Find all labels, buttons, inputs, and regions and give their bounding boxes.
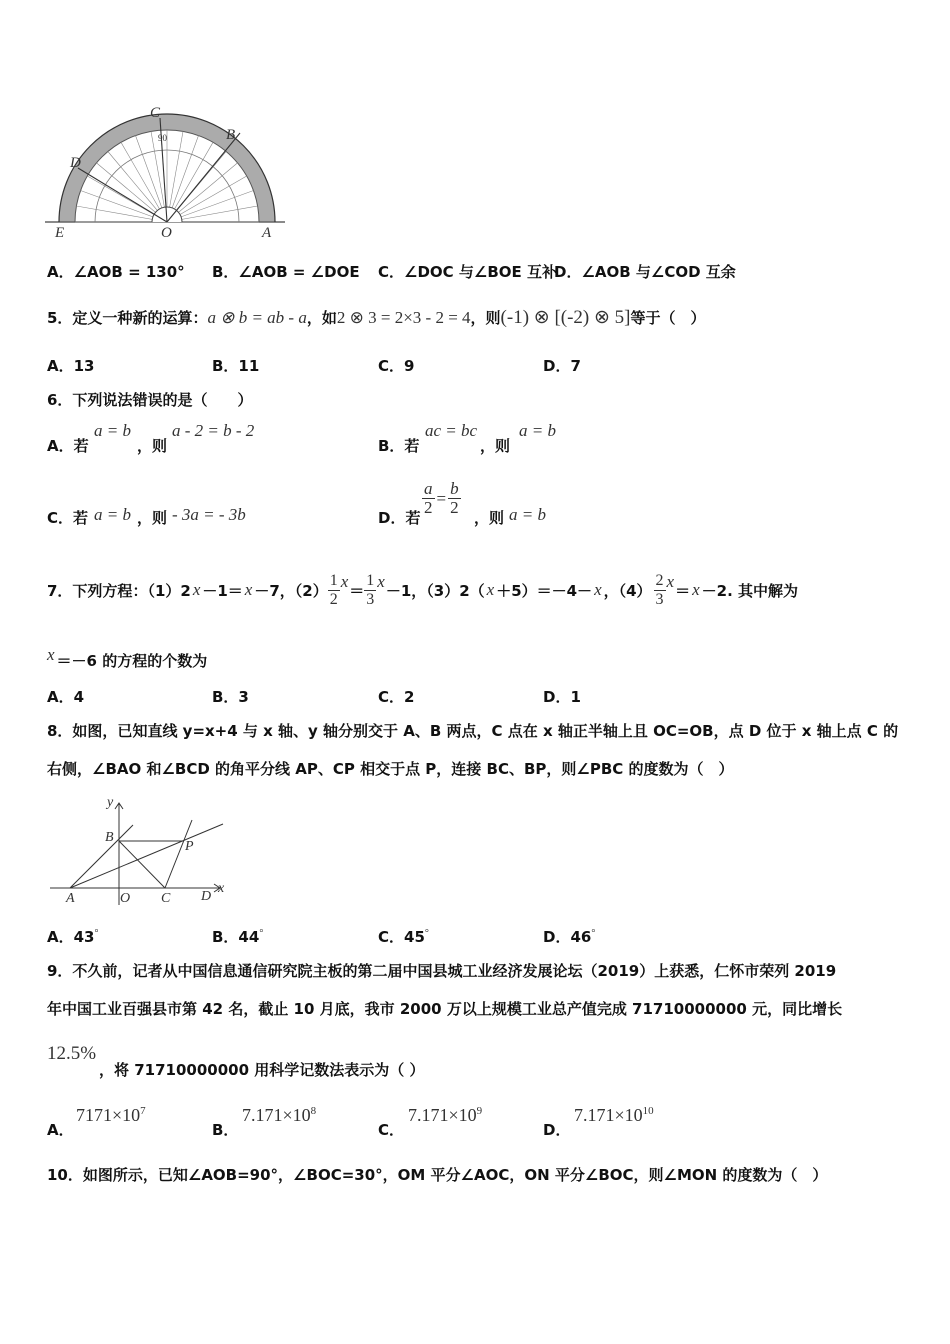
q6-option-c-then: ，则 <box>137 509 168 527</box>
q8-stem-line1: 8．如图，已知直线 y=x+4 与 x 轴、y 轴分别交于 A、B 两点，C 点在 x 轴正半轴上且 OC=OB，点 D 位于 x 轴上点 C 的 <box>47 722 899 740</box>
q6-stem: 6．下列说法错误的是（ ） <box>47 391 253 409</box>
q6-option-b-condition: ac = bc <box>425 421 478 440</box>
q7-fraction-1-2: $\frac{1}{2}$ <box>329 571 338 608</box>
q8-stem-line2: 右侧，∠BAO 和∠BCD 的角平分线 AP、CP 相交于点 P，连接 BC、BP，则∠PBC 的度数为（ ） <box>47 760 734 778</box>
q7-fraction-2-3: $\frac{2}{3}$ <box>655 571 664 608</box>
q8-option-a: A．43° <box>47 928 99 946</box>
point-o-label: O <box>161 225 172 241</box>
protractor-drawing <box>40 100 290 245</box>
protractor-figure <box>40 100 290 245</box>
q9-percent: 12.5% <box>47 1043 97 1064</box>
point-a-label: A <box>66 891 75 906</box>
q5-example: 2 ⊗ 3 = 2×3 - 2 = 4 <box>336 308 471 327</box>
x-axis-label: x <box>218 881 225 896</box>
q6-option-d-then: ，则 <box>474 509 505 527</box>
point-o-label: O <box>120 891 131 906</box>
q8-option-d: D．46° <box>543 928 596 946</box>
q7-option-c: C．2 <box>378 688 415 706</box>
q6-option-b-label: B．若 <box>378 437 420 455</box>
q5-stem-part3: ，则 <box>470 309 501 327</box>
q6-option-b-result: a = b <box>519 421 556 440</box>
q8-option-b: B．44° <box>212 928 264 946</box>
q5-expression: (-1) ⊗ [(-2) ⊗ 5] <box>500 307 631 328</box>
q9-option-c-label: C． <box>378 1121 405 1139</box>
q6-option-a-result: a - 2 = b - 2 <box>172 421 255 440</box>
q6-option-d-equation: $\frac{a}{2}$ = $\frac{b}{2}$ <box>424 479 459 517</box>
q9-stem-line1: 9．不久前，记者从中国信息通信研究院主板的第二届中国县城工业经济发展论坛（2019）上获悉，仁怀市荣列 2019 <box>47 962 837 980</box>
point-b-label: B <box>105 830 114 845</box>
q9-option-d-label: D． <box>543 1121 571 1139</box>
q6-option-c-condition: a = b <box>94 505 131 524</box>
q5-stem-part1: 5．定义一种新的运算： <box>47 309 208 327</box>
q5-option-c: C．9 <box>378 357 415 375</box>
q4-option-b: B．∠AOB = ∠DOE <box>212 263 360 281</box>
q9-stem-line2: 年中国工业百强县市第 42 名，截止 10 月底，我市 2000 万以上规模工业总产值完成 71710000000 元，同比增长 <box>47 1000 843 1018</box>
q6-option-a-condition: a = b <box>94 421 131 440</box>
point-b-label: B <box>226 127 236 143</box>
q8-option-c: C．45° <box>378 928 429 946</box>
point-c-label: C <box>150 105 161 121</box>
q9-option-c: $7.171\times 10^9$ <box>408 1105 483 1125</box>
q9-option-a-label: A． <box>47 1121 74 1139</box>
q5-stem-part4: 等于（ ） <box>630 309 706 327</box>
q5-definition: a ⊗ b = ab - a <box>207 308 307 327</box>
y-axis-label: y <box>107 795 114 810</box>
q6-option-b-then: ，则 <box>480 437 511 455</box>
q6-option-a-then: ，则 <box>137 437 168 455</box>
q6-option-d-result: a = b <box>509 505 546 524</box>
q5-stem <box>47 306 706 329</box>
ninety-mark: 90 <box>158 133 167 143</box>
q6-option-c-label: C．若 <box>47 509 89 527</box>
q5-option-b: B．11 <box>212 357 260 375</box>
q4-option-c: C．∠DOC 与∠BOE 互补 <box>378 263 557 281</box>
q6-option-d-label: D．若 <box>378 509 421 527</box>
q7-option-a: A．4 <box>47 688 85 706</box>
q9-stem-line3: ，将 71710000000 用科学记数法表示为（ ） <box>99 1061 425 1079</box>
point-c-label: C <box>161 891 171 906</box>
q7-stem-line2: x ＝－6 的方程的个数为 <box>47 645 208 670</box>
q7-stem-line1: 7．下列方程：（1）2 x －1＝ x －7，（2） $\frac{1}{2}$ x ＝ $\frac{1}{3}$ x －1，（3）2（ x ＋5）＝－4－ x ，（4） $\frac{2}{3}$ x ＝ x －2. 其中解为 <box>47 571 799 608</box>
q6-fraction-a-over-2: $\frac{a}{2}$ <box>424 479 433 517</box>
point-a-label: A <box>262 225 272 241</box>
point-e-label: E <box>55 225 65 241</box>
q5-stem-part2: ，如 <box>306 309 337 327</box>
q7-option-d: D．1 <box>543 688 581 706</box>
q10-stem: 10．如图所示，已知∠AOB=90°，∠BOC=30°，OM 平分∠AOC，ON 平分∠BOC，则∠MON 的度数为（ ） <box>47 1166 828 1184</box>
q5-option-a: A．13 <box>47 357 95 375</box>
point-d-label: D <box>201 889 212 904</box>
q4-option-a: A．∠AOB = 130° <box>47 263 185 281</box>
q6-fraction-b-over-2: $\frac{b}{2}$ <box>450 479 459 517</box>
q7-fraction-1-3: $\frac{1}{3}$ <box>366 571 375 608</box>
q6-option-c-result: - 3a = - 3b <box>172 505 246 524</box>
q9-option-b-label: B． <box>212 1121 239 1139</box>
q8-coordinate-figure <box>45 795 235 910</box>
q4-option-d: D．∠AOB 与∠COD 互余 <box>554 263 736 281</box>
point-d-label: D <box>70 155 81 171</box>
q9-option-d: $7.171\times 10^{10}$ <box>574 1105 654 1125</box>
q6-option-a-label: A．若 <box>47 437 89 455</box>
q9-option-a: $7171\times 10^7$ <box>76 1105 146 1125</box>
point-p-label: P <box>185 839 194 854</box>
q7-option-b: B．3 <box>212 688 249 706</box>
q5-option-d: D．7 <box>543 357 581 375</box>
q9-option-b: $7.171\times 10^8$ <box>242 1105 317 1125</box>
